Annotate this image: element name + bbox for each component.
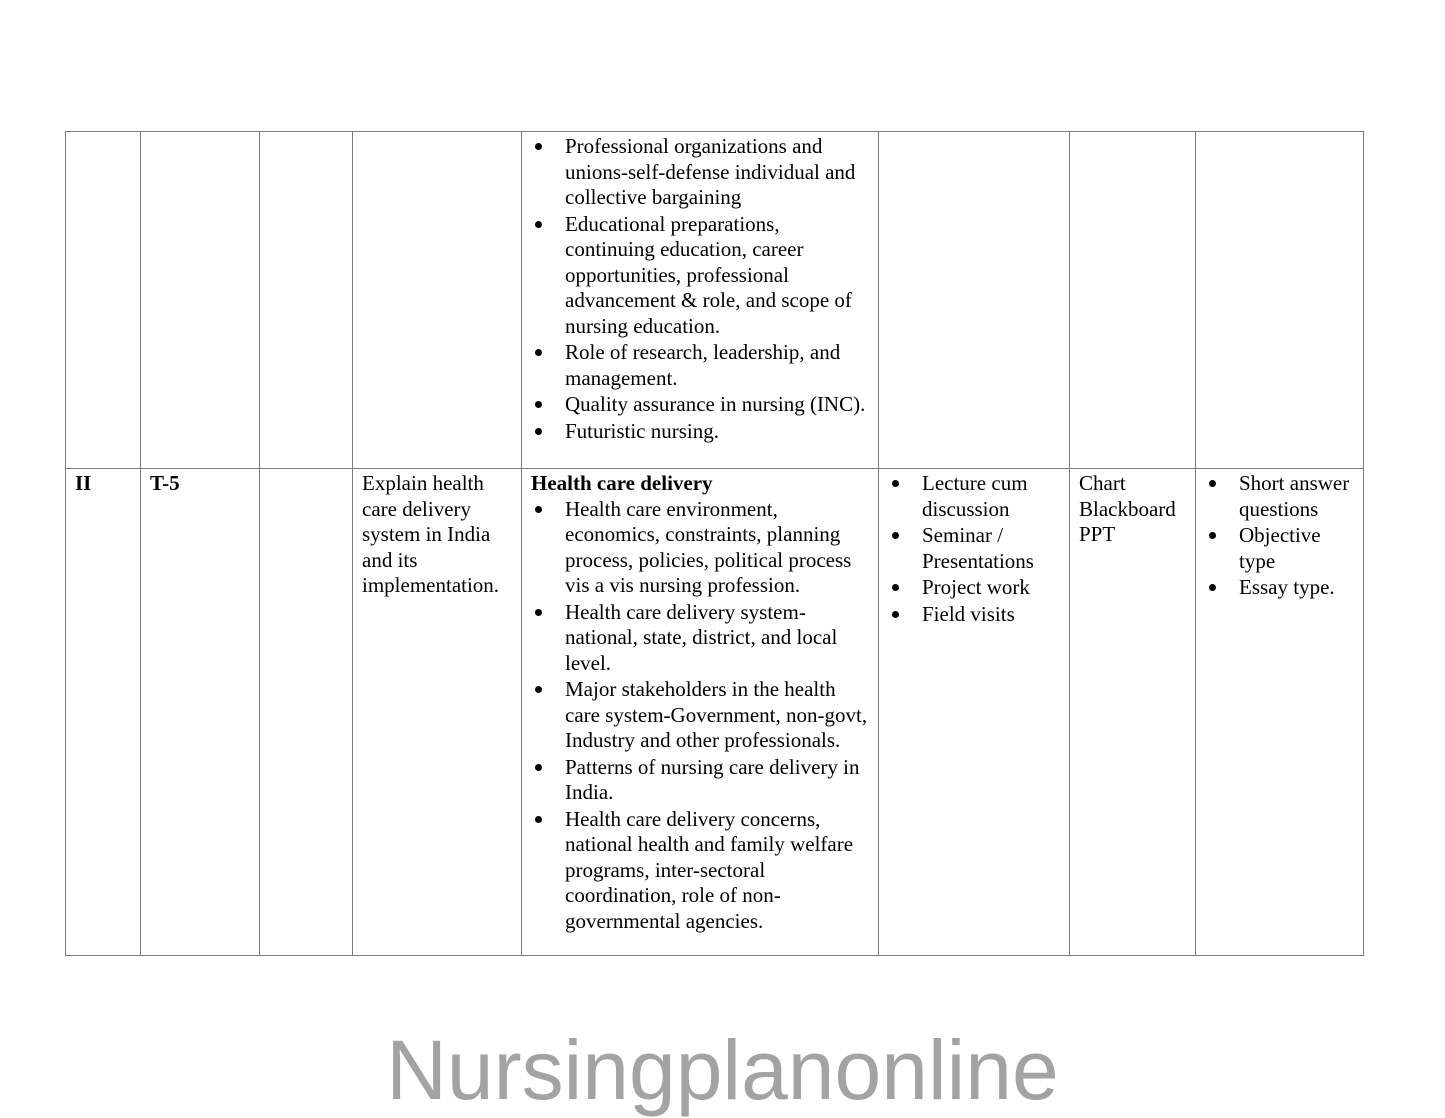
list-item: Futuristic nursing. <box>531 419 869 445</box>
aids-cell <box>1070 132 1196 469</box>
list-item: Field visits <box>888 602 1060 628</box>
content-heading: Health care delivery <box>531 471 713 495</box>
evaluation-cell <box>1196 469 1364 956</box>
list-item: Health care environment, economics, constraints, planning process, policies, political process vis a vis nursing profession. <box>531 497 869 599</box>
list-item: Major stakeholders in the health care system-Government, non-govt, Industry and other professionals. <box>531 677 869 754</box>
unit-number: II <box>75 471 92 495</box>
aids-cell <box>1070 469 1196 956</box>
list-item: Lecture cum discussion <box>888 471 1060 522</box>
watermark: Nursingplanonline <box>386 1023 1059 1117</box>
list-item: Objective type <box>1205 523 1354 574</box>
list-item: Patterns of nursing care delivery in India. <box>531 755 869 806</box>
content-list <box>531 497 869 935</box>
list-item: Health care delivery system-national, state, district, and local level. <box>531 600 869 677</box>
methods-list <box>888 471 1060 627</box>
aid-item: Blackboard <box>1079 496 1176 521</box>
objective-cell <box>353 469 522 956</box>
table-row <box>66 132 1364 469</box>
time-cell <box>141 469 260 956</box>
time-value: T-5 <box>150 471 180 495</box>
aid-item: PPT <box>1079 522 1116 546</box>
teaching-plan-table <box>65 131 1364 956</box>
unit-cell <box>66 132 141 469</box>
list-item: Health care delivery concerns, national health and family welfare programs, inter-sectoral coordination, role of non-governmental agencies. <box>531 807 869 935</box>
list-item: Essay type. <box>1205 575 1354 601</box>
methods-cell <box>879 469 1070 956</box>
aid-item: Chart <box>1079 471 1126 495</box>
list-item: Role of research, leadership, and management. <box>531 340 869 391</box>
extra-cell <box>260 469 353 956</box>
extra-cell <box>260 132 353 469</box>
content-list <box>531 134 869 444</box>
table-row <box>66 469 1364 956</box>
evaluation-cell <box>1196 132 1364 469</box>
content-cell <box>522 132 879 469</box>
evaluation-list <box>1205 471 1354 601</box>
objective-text: Explain health care delivery system in India and its implementation. <box>362 471 500 597</box>
list-item: Short answer questions <box>1205 471 1354 522</box>
time-cell <box>141 132 260 469</box>
list-item: Professional organizations and unions-self-defense individual and collective bargaining <box>531 134 869 211</box>
objective-cell <box>353 132 522 469</box>
unit-cell <box>66 469 141 956</box>
list-item: Educational preparations, continuing education, career opportunities, professional advancement & role, and scope of nursing education. <box>531 212 869 340</box>
content-cell <box>522 469 879 956</box>
list-item: Seminar / Presentations <box>888 523 1060 574</box>
methods-cell <box>879 132 1070 469</box>
list-item: Quality assurance in nursing (INC). <box>531 392 869 418</box>
list-item: Project work <box>888 575 1060 601</box>
